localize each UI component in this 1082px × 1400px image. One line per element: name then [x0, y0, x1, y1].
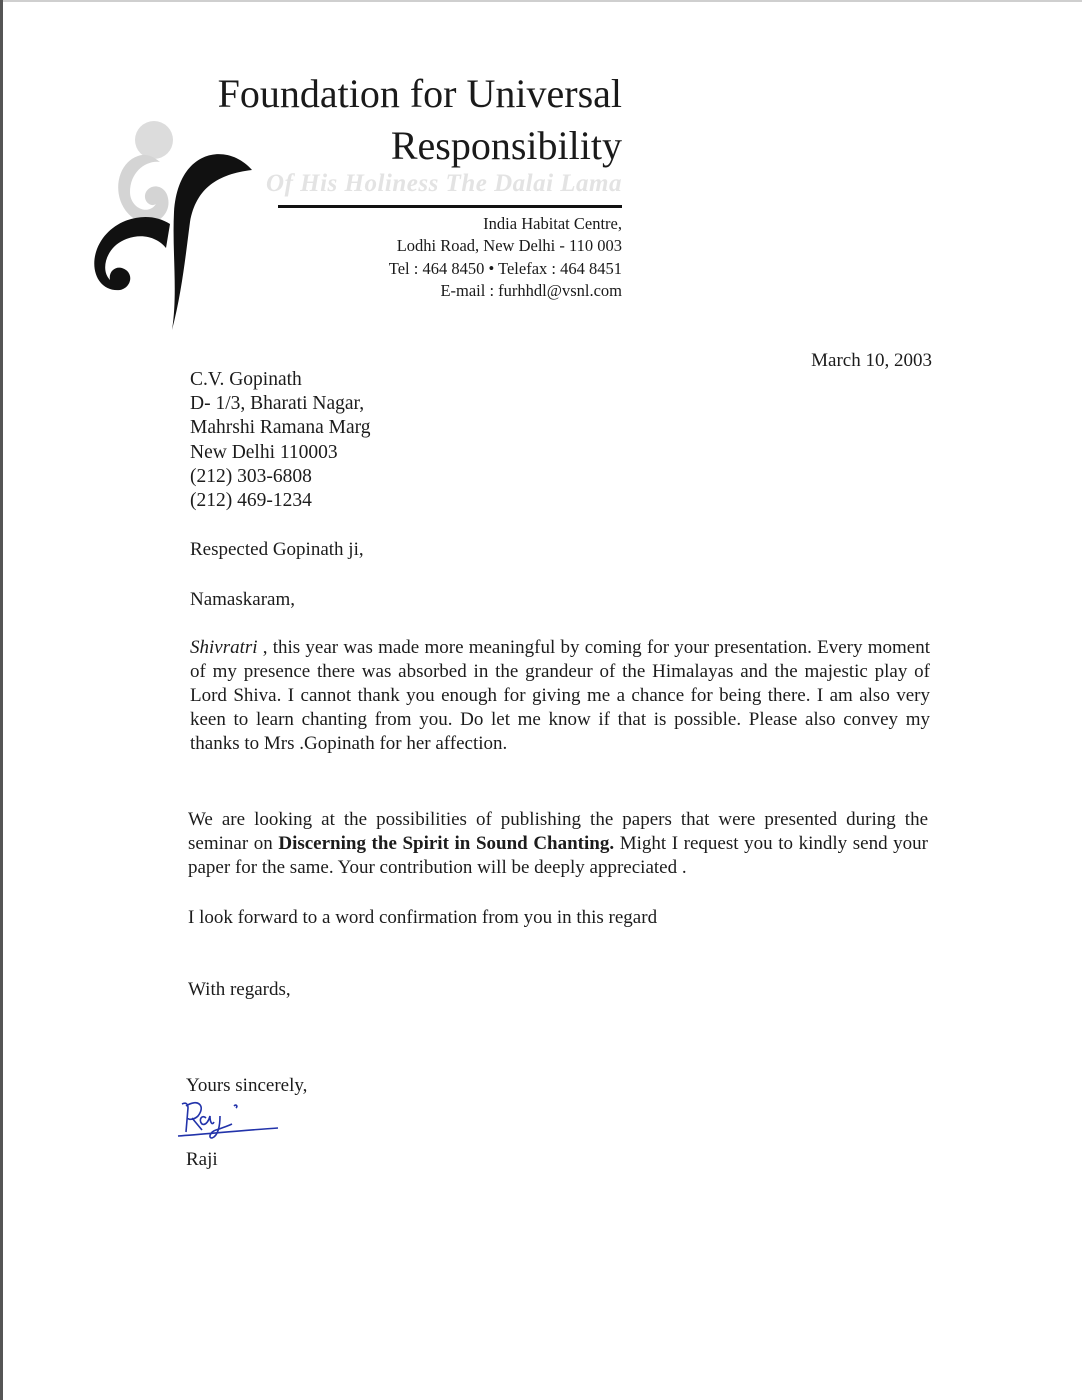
recipient-address-line-2: Mahrshi Ramana Marg	[190, 417, 371, 439]
salutation: Respected Gopinath ji,	[190, 539, 364, 560]
closing: With regards,	[188, 979, 291, 1000]
body-paragraph-2	[188, 808, 928, 880]
org-name-line1: Foundation for Universal	[217, 71, 622, 116]
address-line-1: India Habitat Centre,	[483, 214, 622, 233]
body-paragraph-1	[190, 636, 930, 756]
org-name-line2: Responsibility	[390, 123, 622, 168]
page-left-edge	[0, 0, 3, 1400]
recipient-phone-2: (212) 469-1234	[190, 490, 312, 512]
phone-fax-line: Tel : 464 8450 • Telefax : 464 8451	[388, 259, 622, 278]
org-subtitle: Of His Holiness The Dalai Lama	[266, 170, 622, 197]
letterhead-divider	[278, 205, 622, 208]
foundation-logo-icon	[86, 112, 266, 332]
recipient-block	[190, 368, 371, 513]
signer-name: Raji	[186, 1149, 218, 1170]
body-paragraph-2-before: We are looking at the possibilities of publishing the papers that were presented during the seminar on	[188, 809, 928, 854]
seminar-title: Discerning the Spirit in Sound Chanting.	[278, 833, 615, 854]
page-top-edge	[0, 0, 1082, 2]
email-line: E-mail : furhhdl@vsnl.com	[440, 281, 622, 300]
body-paragraph-3: I look forward to a word confirmation from you in this regard	[188, 907, 658, 928]
recipient-address-line-3: New Delhi 110003	[190, 441, 338, 463]
body-paragraph-2-after: Might I request you to kindly send your paper for the same. Your contribution will be deeply appreciated .	[188, 833, 928, 878]
recipient-address-line-1: D- 1/3, Bharati Nagar,	[190, 393, 365, 415]
festival-name: Shivratri	[190, 637, 258, 658]
valediction: Yours sincerely,	[186, 1075, 308, 1096]
recipient-name: C.V. Gopinath	[190, 369, 302, 390]
recipient-phone-1: (212) 303-6808	[190, 465, 312, 487]
address-line-2: Lodhi Road, New Delhi - 110 003	[396, 236, 622, 255]
greeting: Namaskaram,	[190, 589, 295, 610]
letter-date: March 10, 2003	[811, 350, 932, 371]
handwritten-signature	[176, 1096, 286, 1142]
body-paragraph-1-text: , this year was made more meaningful by coming for your presentation. Every moment of my presence there was absorbed in the grandeur of the Himalayas and the majestic play of Lord Shiva. I cannot thank you enough for giving me a chance for being there. I am also very keen to learn chanting from you. Do let me know if that is possible. Please also convey my thanks to Mrs .Gopinath for her affection.	[190, 637, 930, 754]
